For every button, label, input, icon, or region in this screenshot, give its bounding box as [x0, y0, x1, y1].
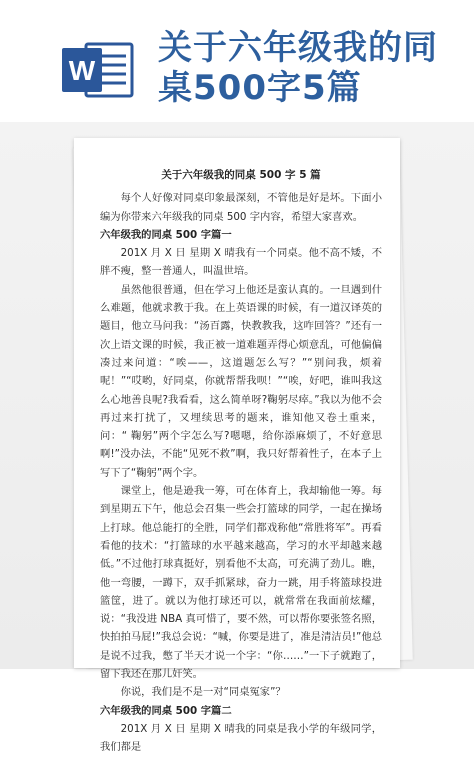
- paragraph: 课堂上，他是逊我一筹，可在体育上，我却输他一筹。每到星期五下午，他总会召集一些会打篮球的同学，一起在操场上打球。他总能打的全胜，同学们都戏称他“常胜将军”。再看看他的技术：“打篮球的水平越来越高，学习的水平却越来越低。”不过他打球真挺好，别看他不太高，可充满了劲儿。瞧，他一弯腰，一蹲下，双手抓紧球，奋力一跳，用手将篮球投进篮筐，进了。就以为他打球还可以，就常常在我面前炫耀，说：“我没进 NBA 真可惜了，要不然，可以帮你要张签名照，快拍拍马屁!”我总会说：“喊，你要是进了，准是清洁员!”他总是说不过我，憋了半天才说一个字：“你……”一下子就跑了，留下我还在那儿奸笑。: [100, 485, 382, 681]
- paragraph: 你说，我们是不是一对“同桌冤家”？: [120, 686, 286, 699]
- document-preview: [0, 122, 474, 754]
- intro-paragraph: 每个人好像对同桌印象最深刻，不管他是好是坏。下面小编为你带来六年级我的同桌 500 字内容，希望大家喜欢。: [100, 192, 382, 223]
- svg-text:W: W: [68, 55, 96, 86]
- paragraph: 201X 月 X 日 星期 X 晴我有一个同桌。他不高不矮，不胖不瘦，整一普通人，叫温世培。: [100, 247, 382, 278]
- document-title: 关于六年级我的同桌 500 字 5 篇: [161, 169, 321, 181]
- document-page: [74, 138, 400, 754]
- section-heading-1: 六年级我的同桌 500 字篇一: [100, 228, 232, 241]
- banner: [0, 0, 474, 122]
- section-heading-2: 六年级我的同桌 500 字篇二: [100, 704, 232, 717]
- paragraph: 201X 月 X 日 星期 X 晴我的同桌是我小学的年级同学，我们都是: [100, 722, 382, 754]
- word-document-icon: [60, 38, 136, 102]
- paragraph: 虽然他很普通，但在学习上他还是蛮认真的。一旦遇到什么难题，他就求教于我。在上英语课的时候，有一道汉译英的题目，他立马问我：“汤百露，快教教我，这咋回答？”还有一次上语文课的时候，我正被一道难题弄得心烦意乱，可他偏偏凑过来问道：“唉——，这道题怎么写？”“别问我，烦着呢！”“哎哟，好同桌，你就帮帮我呗！”“唉，好吧，谁叫我这么心地善良呢?我看看，这么简单呀?鞠躬尽瘁。”我以为他不会再过来打扰了，又埋续思考的题来，谁知他又卷土重来，问：“ 鞠躬”两个字怎么写?嗯嗯，给你添麻烦了，不好意思啊!”没办法，不能“见死不救”啊，我只好帮着性子，在本子上写下了“鞠躬”两个字。: [100, 283, 382, 479]
- banner-title: 关于六年级我的同桌500字5篇: [158, 28, 438, 108]
